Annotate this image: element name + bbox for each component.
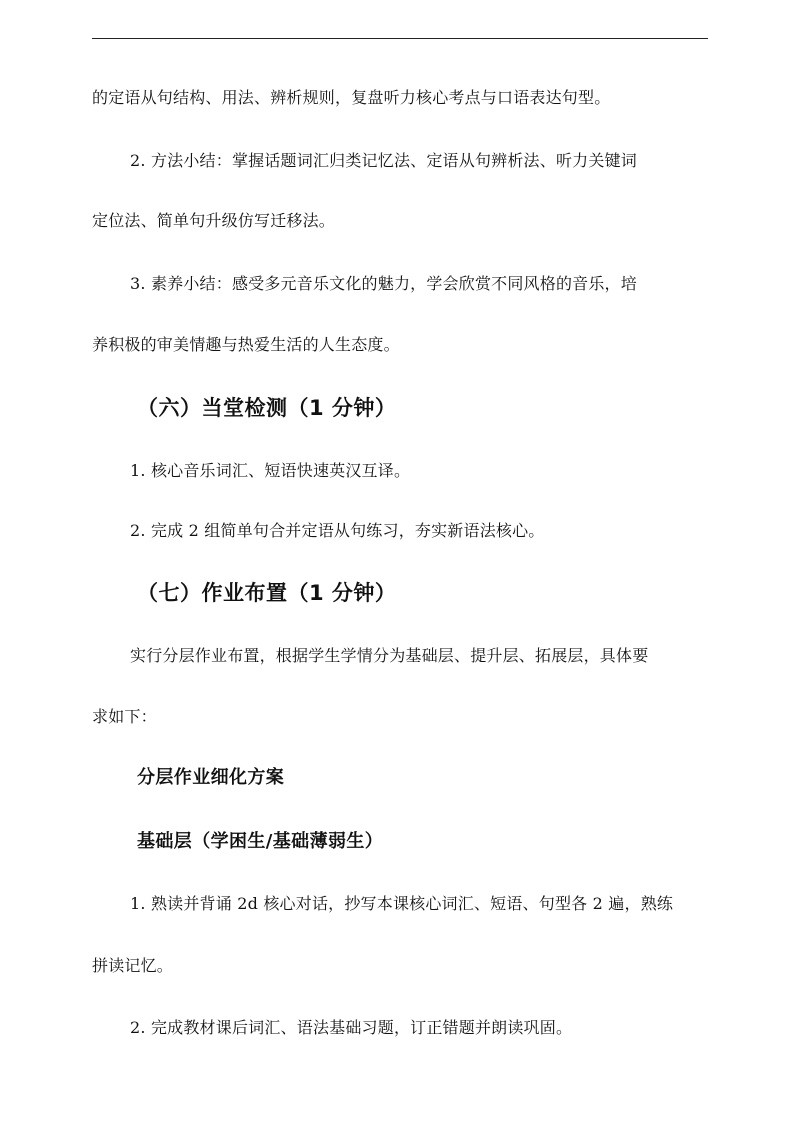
paragraph-line: 3. 素养小结：感受多元音乐文化的魅力，学会欣赏不同风格的音乐，培 [130, 274, 637, 293]
paragraph-line: 定位法、简单句升级仿写迁移法。 [92, 211, 336, 230]
paragraph-line: 1. 熟读并背诵 2d 核心对话，抄写本课核心词汇、短语、句型各 2 遍，熟练 [130, 894, 674, 913]
subsection-heading: 基础层（学困生/基础薄弱生） [137, 831, 384, 852]
subsection-heading: 分层作业细化方案 [137, 767, 285, 788]
paragraph-line: 实行分层作业布置，根据学生学情分为基础层、提升层、拓展层，具体要 [130, 646, 649, 665]
paragraph-line: 2. 完成教材课后词汇、语法基础习题，订正错题并朗读巩固。 [130, 1018, 573, 1037]
paragraph-line: 1. 核心音乐词汇、短语快速英汉互译。 [130, 461, 411, 480]
paragraph-line: 求如下： [92, 707, 157, 726]
paragraph-line: 2. 方法小结：掌握话题词汇归类记忆法、定语从句辨析法、听力关键词 [130, 151, 637, 170]
section-heading: （六）当堂检测（1 分钟） [137, 396, 397, 420]
paragraph-line: 的定语从句结构、用法、辨析规则，复盘听力核心考点与口语表达句型。 [92, 88, 611, 107]
paragraph-line: 拼读记忆。 [92, 956, 174, 975]
paragraph-line: 养积极的审美情趣与热爱生活的人生态度。 [92, 335, 400, 354]
paragraph-line: 2. 完成 2 组简单句合并定语从句练习，夯实新语法核心。 [130, 521, 545, 540]
header-rule [92, 38, 708, 39]
section-heading: （七）作业布置（1 分钟） [137, 581, 397, 605]
